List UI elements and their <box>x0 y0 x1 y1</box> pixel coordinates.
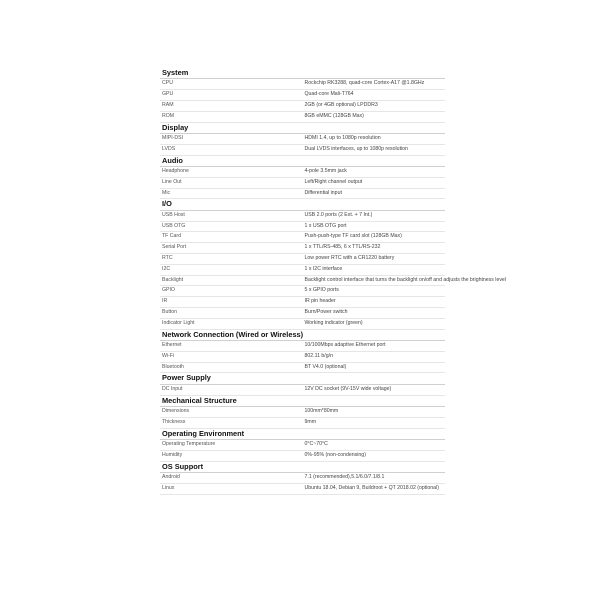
spec-key: Button <box>160 307 303 318</box>
spec-key: GPU <box>160 90 303 101</box>
spec-row <box>160 351 445 362</box>
spec-key: RAM <box>160 101 303 112</box>
spec-row <box>160 450 445 461</box>
spec-key: GPIO <box>160 286 303 297</box>
spec-value: 7.1 (recommended),5.1/6.0/7.1/8.1 <box>303 472 446 483</box>
spec-key: Android <box>160 472 303 483</box>
spec-value: Push-push-type TF card slot (128GB Max) <box>303 232 446 243</box>
spec-value: Dual LVDS interfaces, up to 1080p resolution <box>303 144 446 155</box>
spec-value: Low power RTC with a CR1220 battery <box>303 253 446 264</box>
spec-row <box>160 340 445 351</box>
spec-row <box>160 134 445 145</box>
spec-row <box>160 167 445 178</box>
spec-key: Humidity <box>160 450 303 461</box>
section-header <box>160 122 445 133</box>
spec-value: 9mm <box>303 417 446 428</box>
section-title: OS Support <box>160 461 445 472</box>
section-header <box>160 373 445 384</box>
section-header <box>160 461 445 472</box>
spec-key: RTC <box>160 253 303 264</box>
spec-key: Indicator Light <box>160 318 303 329</box>
spec-key: Wi-Fi <box>160 351 303 362</box>
spec-key: CPU <box>160 79 303 90</box>
spec-value: 1 x USB OTG port <box>303 221 446 232</box>
section-header <box>160 68 445 79</box>
spec-value: IR pin header <box>303 297 446 308</box>
spec-key: TF Card <box>160 232 303 243</box>
spec-row <box>160 297 445 308</box>
spec-value: Rockchip RK3288, quad-core Cortex-A17 @1.8GHz <box>303 79 446 90</box>
spec-value: Backlight control interface that turns the backlight on/off and adjusts the brightness level <box>303 275 446 286</box>
spec-value: Quad-core Mali-T764 <box>303 90 446 101</box>
spec-row <box>160 483 445 494</box>
spec-row <box>160 472 445 483</box>
spec-value: Burn/Power switch <box>303 307 446 318</box>
spec-value: Differential input <box>303 188 446 199</box>
spec-key: MIPI-DSI <box>160 134 303 145</box>
spec-value: Working indicator (green) <box>303 318 446 329</box>
spec-value: HDMI 1.4, up to 1080p resolution <box>303 134 446 145</box>
spec-key: DC Input <box>160 384 303 395</box>
spec-value: 0%-95% (non-condensing) <box>303 450 446 461</box>
section-title: System <box>160 68 445 79</box>
spec-value: USB 2.0 ports (2 Ext. + 7 Int.) <box>303 210 446 221</box>
section-title: Display <box>160 122 445 133</box>
spec-row <box>160 362 445 373</box>
spec-key: Mic <box>160 188 303 199</box>
spec-row <box>160 90 445 101</box>
spec-row <box>160 384 445 395</box>
spec-value: 1 x I2C interface <box>303 264 446 275</box>
section-title: I/O <box>160 199 445 210</box>
spec-value: 10/100Mbps adaptive Ethernet port <box>303 340 446 351</box>
spec-value: 1 x TTL/RS-485, 6 x TTL/RS-232 <box>303 243 446 254</box>
spec-key: Thickness <box>160 417 303 428</box>
spec-row <box>160 417 445 428</box>
spec-key: Ethernet <box>160 340 303 351</box>
spec-key: ROM <box>160 111 303 122</box>
spec-key: Bluetooth <box>160 362 303 373</box>
spec-value: 100mm*80mm <box>303 406 446 417</box>
spec-key: Linux <box>160 483 303 494</box>
section-header <box>160 155 445 166</box>
spec-value: 8GB eMMC (128GB Max) <box>303 111 446 122</box>
spec-key: Backlight <box>160 275 303 286</box>
spec-row <box>160 144 445 155</box>
spec-value: 4-pole 3.5mm jack <box>303 167 446 178</box>
spec-key: IR <box>160 297 303 308</box>
spec-key: LVDS <box>160 144 303 155</box>
section-header <box>160 428 445 439</box>
spec-key: Headphone <box>160 167 303 178</box>
spec-value: BT V4.0 (optional) <box>303 362 446 373</box>
spec-table <box>160 68 506 495</box>
spec-value: Ubuntu 18.04, Debian 9, Buildroot + QT 2018.02 (optional) <box>303 483 446 494</box>
spec-table-body <box>160 68 506 494</box>
spec-value: 2GB (or 4GB optional) LPDDR3 <box>303 101 446 112</box>
spec-row <box>160 275 445 286</box>
spec-row <box>160 264 445 275</box>
spec-key: USB OTG <box>160 221 303 232</box>
spec-key: Operating Temperature <box>160 439 303 450</box>
spec-row <box>160 253 445 264</box>
section-title: Operating Environment <box>160 428 445 439</box>
section-header <box>160 329 445 340</box>
spec-row <box>160 111 445 122</box>
spec-row <box>160 307 445 318</box>
section-title: Network Connection (Wired or Wireless) <box>160 329 445 340</box>
spec-key: Line Out <box>160 177 303 188</box>
spec-value: 12V DC socket (9V-15V wide voltage) <box>303 384 446 395</box>
spec-key: USB Host <box>160 210 303 221</box>
spec-row <box>160 232 445 243</box>
section-header <box>160 199 445 210</box>
section-header <box>160 395 445 406</box>
spec-key: Serial Port <box>160 243 303 254</box>
spec-value: 802.11 b/g/n <box>303 351 446 362</box>
spec-row <box>160 406 445 417</box>
spec-row <box>160 243 445 254</box>
section-title: Power Supply <box>160 373 445 384</box>
spec-row <box>160 210 445 221</box>
spec-row <box>160 188 445 199</box>
spec-row <box>160 177 445 188</box>
section-title: Mechanical Structure <box>160 395 445 406</box>
section-title: Audio <box>160 155 445 166</box>
spec-value: 0°C~70°C <box>303 439 446 450</box>
spec-row <box>160 439 445 450</box>
spec-row <box>160 221 445 232</box>
spec-value: 5 x GPIO ports <box>303 286 446 297</box>
spec-row <box>160 318 445 329</box>
spec-row <box>160 101 445 112</box>
spec-row <box>160 286 445 297</box>
spec-key: Dimensions <box>160 406 303 417</box>
spec-value: Left/Right channel output <box>303 177 446 188</box>
spec-row <box>160 79 445 90</box>
spec-key: I2C <box>160 264 303 275</box>
